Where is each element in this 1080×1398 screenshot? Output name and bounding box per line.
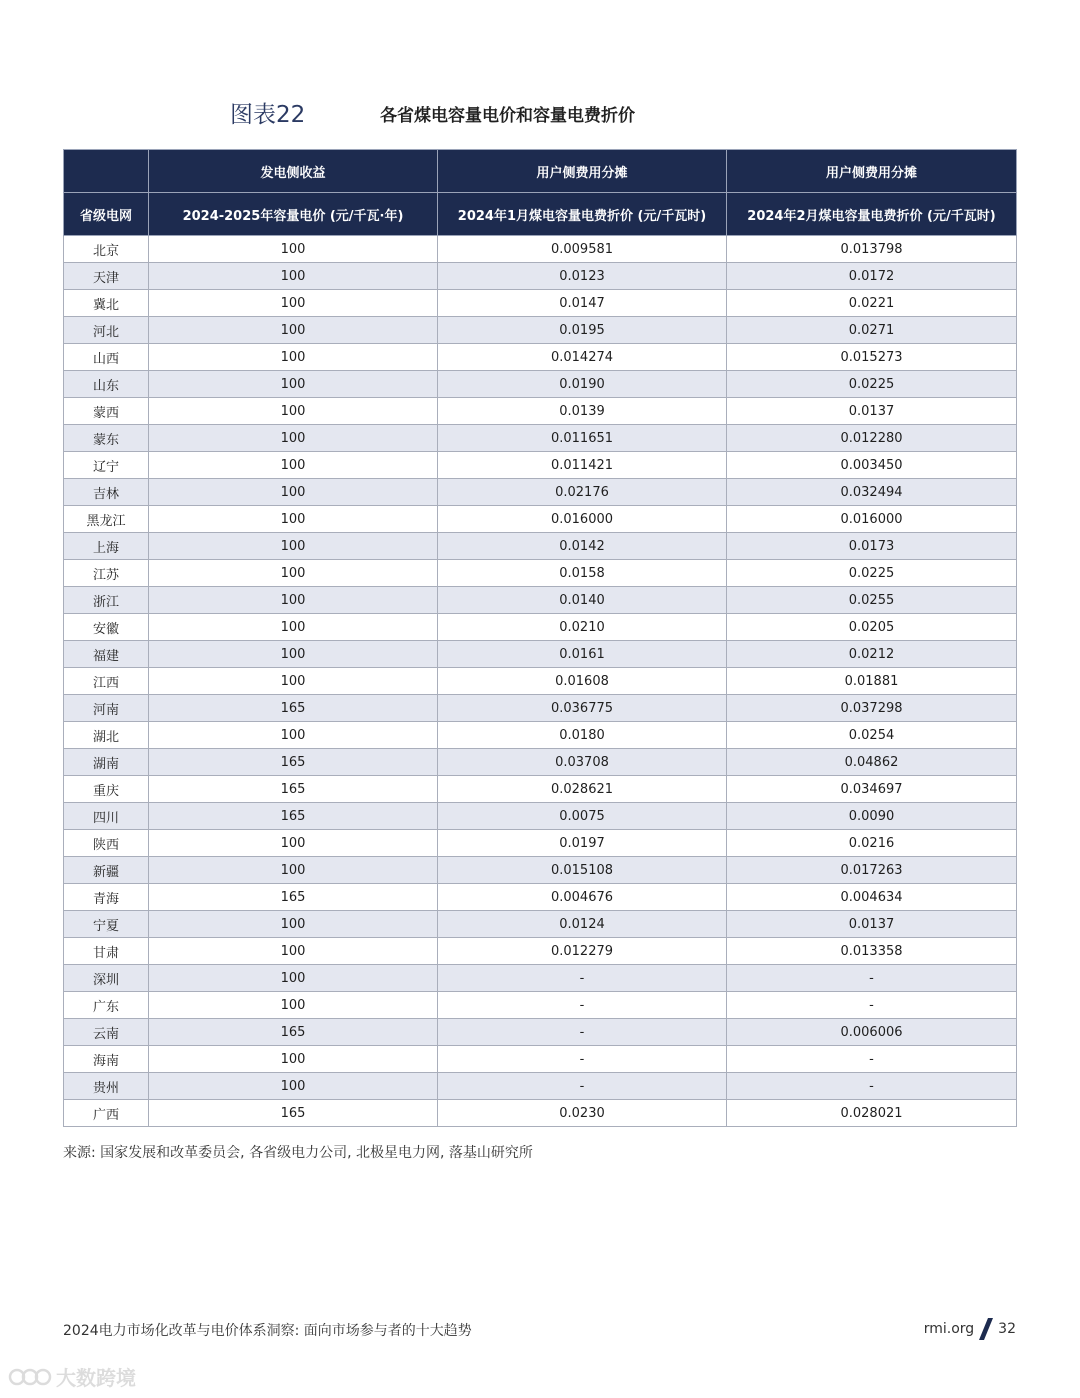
footer-site[interactable]: rmi.org: [923, 1321, 975, 1337]
cell-feb-discount: 0.0254: [727, 722, 1017, 749]
cell-jan-discount: 0.02176: [438, 479, 727, 506]
cell-grid: 北京: [64, 236, 149, 263]
cell-jan-discount: 0.0230: [438, 1100, 727, 1127]
cell-capacity-price: 100: [149, 560, 438, 587]
cell-grid: 广东: [64, 992, 149, 1019]
cell-feb-discount: 0.013358: [727, 938, 1017, 965]
cell-jan-discount: 0.012279: [438, 938, 727, 965]
cell-feb-discount: 0.004634: [727, 884, 1017, 911]
cell-grid: 江西: [64, 668, 149, 695]
table-row: [64, 1046, 1017, 1073]
cell-feb-discount: 0.017263: [727, 857, 1017, 884]
cell-capacity-price: 100: [149, 398, 438, 425]
watermark: [8, 1362, 136, 1391]
cell-capacity-price: 100: [149, 668, 438, 695]
cell-capacity-price: 100: [149, 992, 438, 1019]
cell-feb-discount: 0.0173: [727, 533, 1017, 560]
cell-feb-discount: 0.0255: [727, 587, 1017, 614]
cell-jan-discount: -: [438, 992, 727, 1019]
table-row: [64, 398, 1017, 425]
cell-feb-discount: 0.0137: [727, 911, 1017, 938]
cell-capacity-price: 100: [149, 1073, 438, 1100]
cell-grid: 湖北: [64, 722, 149, 749]
table-row: [64, 884, 1017, 911]
cell-capacity-price: 100: [149, 452, 438, 479]
cell-capacity-price: 100: [149, 965, 438, 992]
cell-feb-discount: 0.0271: [727, 317, 1017, 344]
cell-feb-discount: 0.0221: [727, 290, 1017, 317]
cell-capacity-price: 100: [149, 506, 438, 533]
footer-right: [924, 1318, 1016, 1340]
cell-jan-discount: 0.011651: [438, 425, 727, 452]
cell-jan-discount: 0.0190: [438, 371, 727, 398]
table-row: [64, 722, 1017, 749]
group-header-blank: [64, 150, 149, 193]
cell-jan-discount: 0.01608: [438, 668, 727, 695]
cell-jan-discount: 0.0197: [438, 830, 727, 857]
cell-capacity-price: 165: [149, 749, 438, 776]
table-body: [64, 236, 1017, 1127]
table-row: [64, 236, 1017, 263]
table-row: [64, 668, 1017, 695]
table-row: [64, 371, 1017, 398]
watermark-logo-icon: [8, 1366, 52, 1388]
cell-feb-discount: 0.016000: [727, 506, 1017, 533]
cell-grid: 河南: [64, 695, 149, 722]
table-row: [64, 1073, 1017, 1100]
cell-capacity-price: 100: [149, 911, 438, 938]
cell-capacity-price: 100: [149, 263, 438, 290]
cell-grid: 贵州: [64, 1073, 149, 1100]
cell-jan-discount: 0.0161: [438, 641, 727, 668]
table-row: [64, 749, 1017, 776]
table-row: [64, 776, 1017, 803]
table-row: [64, 803, 1017, 830]
cell-feb-discount: -: [727, 1073, 1017, 1100]
table-row: [64, 290, 1017, 317]
cell-jan-discount: 0.0158: [438, 560, 727, 587]
table-row: [64, 614, 1017, 641]
group-header-generation: 发电侧收益: [149, 150, 438, 193]
cell-feb-discount: 0.0225: [727, 560, 1017, 587]
cell-feb-discount: 0.01881: [727, 668, 1017, 695]
table-row: [64, 830, 1017, 857]
cell-capacity-price: 100: [149, 938, 438, 965]
table-row: [64, 506, 1017, 533]
cell-grid: 云南: [64, 1019, 149, 1046]
cell-grid: 甘肃: [64, 938, 149, 965]
cell-grid: 天津: [64, 263, 149, 290]
table-row: [64, 857, 1017, 884]
cell-grid: 蒙西: [64, 398, 149, 425]
cell-grid: 江苏: [64, 560, 149, 587]
cell-capacity-price: 165: [149, 803, 438, 830]
cell-feb-discount: 0.012280: [727, 425, 1017, 452]
cell-grid: 广西: [64, 1100, 149, 1127]
table-row: [64, 533, 1017, 560]
table-row: [64, 965, 1017, 992]
cell-grid: 黑龙江: [64, 506, 149, 533]
cell-jan-discount: -: [438, 1046, 727, 1073]
table-row: [64, 263, 1017, 290]
cell-grid: 冀北: [64, 290, 149, 317]
cell-feb-discount: 0.0212: [727, 641, 1017, 668]
cell-grid: 上海: [64, 533, 149, 560]
cell-feb-discount: 0.0090: [727, 803, 1017, 830]
cell-grid: 深圳: [64, 965, 149, 992]
cell-capacity-price: 100: [149, 1046, 438, 1073]
cell-jan-discount: 0.004676: [438, 884, 727, 911]
cell-feb-discount: 0.0137: [727, 398, 1017, 425]
cell-feb-discount: 0.006006: [727, 1019, 1017, 1046]
cell-grid: 宁夏: [64, 911, 149, 938]
cell-jan-discount: 0.03708: [438, 749, 727, 776]
cell-feb-discount: 0.034697: [727, 776, 1017, 803]
footer-report-title: 2024电力市场化改革与电价体系洞察: 面向市场参与者的十大趋势: [63, 1323, 472, 1339]
cell-feb-discount: 0.003450: [727, 452, 1017, 479]
capacity-price-table: [63, 149, 1017, 1127]
cell-capacity-price: 165: [149, 1019, 438, 1046]
table-row: [64, 1019, 1017, 1046]
figure-title: 各省煤电容量电价和容量电费折价: [380, 106, 635, 126]
table-row: [64, 317, 1017, 344]
group-header-user-feb: 用户侧费用分摊: [727, 150, 1017, 193]
cell-jan-discount: 0.009581: [438, 236, 727, 263]
cell-grid: 山东: [64, 371, 149, 398]
cell-capacity-price: 165: [149, 1100, 438, 1127]
cell-feb-discount: 0.04862: [727, 749, 1017, 776]
cell-feb-discount: 0.0216: [727, 830, 1017, 857]
cell-jan-discount: -: [438, 965, 727, 992]
cell-capacity-price: 100: [149, 236, 438, 263]
cell-jan-discount: 0.0123: [438, 263, 727, 290]
table-row: [64, 992, 1017, 1019]
cell-capacity-price: 165: [149, 776, 438, 803]
page-number: 32: [998, 1321, 1016, 1337]
column-header-row: [64, 193, 1017, 236]
column-header-grid: 省级电网: [64, 193, 149, 236]
cell-jan-discount: 0.0124: [438, 911, 727, 938]
cell-jan-discount: 0.036775: [438, 695, 727, 722]
column-header-feb-discount: 2024年2月煤电容量电费折价 (元/千瓦时): [727, 193, 1017, 236]
cell-capacity-price: 100: [149, 614, 438, 641]
cell-feb-discount: 0.0225: [727, 371, 1017, 398]
cell-capacity-price: 100: [149, 587, 438, 614]
cell-jan-discount: 0.016000: [438, 506, 727, 533]
cell-grid: 山西: [64, 344, 149, 371]
cell-jan-discount: 0.0195: [438, 317, 727, 344]
cell-jan-discount: 0.0140: [438, 587, 727, 614]
cell-capacity-price: 165: [149, 884, 438, 911]
cell-grid: 蒙东: [64, 425, 149, 452]
table-row: [64, 695, 1017, 722]
cell-capacity-price: 100: [149, 425, 438, 452]
cell-jan-discount: 0.0142: [438, 533, 727, 560]
cell-feb-discount: 0.015273: [727, 344, 1017, 371]
cell-capacity-price: 165: [149, 695, 438, 722]
cell-grid: 海南: [64, 1046, 149, 1073]
table-row: [64, 560, 1017, 587]
cell-jan-discount: 0.014274: [438, 344, 727, 371]
cell-capacity-price: 100: [149, 722, 438, 749]
cell-grid: 辽宁: [64, 452, 149, 479]
cell-jan-discount: -: [438, 1073, 727, 1100]
cell-grid: 浙江: [64, 587, 149, 614]
table-row: [64, 452, 1017, 479]
column-header-jan-discount: 2024年1月煤电容量电费折价 (元/千瓦时): [438, 193, 727, 236]
cell-feb-discount: -: [727, 965, 1017, 992]
table-row: [64, 344, 1017, 371]
cell-capacity-price: 100: [149, 344, 438, 371]
cell-feb-discount: 0.037298: [727, 695, 1017, 722]
cell-capacity-price: 100: [149, 290, 438, 317]
column-header-capacity-price: 2024-2025年容量电价 (元/千瓦·年): [149, 193, 438, 236]
source-note: 来源: 国家发展和改革委员会, 各省级电力公司, 北极星电力网, 落基山研究所: [63, 1145, 533, 1161]
table-row: [64, 938, 1017, 965]
group-header-user-jan: 用户侧费用分摊: [438, 150, 727, 193]
group-header-row: [64, 150, 1017, 193]
cell-grid: 新疆: [64, 857, 149, 884]
cell-jan-discount: 0.0139: [438, 398, 727, 425]
cell-capacity-price: 100: [149, 371, 438, 398]
cell-feb-discount: 0.013798: [727, 236, 1017, 263]
watermark-text: 大数跨境: [56, 1366, 136, 1390]
table-row: [64, 479, 1017, 506]
table-row: [64, 425, 1017, 452]
slash-icon: [979, 1318, 993, 1340]
cell-jan-discount: 0.0210: [438, 614, 727, 641]
cell-capacity-price: 100: [149, 830, 438, 857]
cell-jan-discount: 0.028621: [438, 776, 727, 803]
cell-capacity-price: 100: [149, 317, 438, 344]
cell-grid: 青海: [64, 884, 149, 911]
cell-grid: 湖南: [64, 749, 149, 776]
cell-jan-discount: 0.0147: [438, 290, 727, 317]
cell-jan-discount: 0.015108: [438, 857, 727, 884]
cell-grid: 重庆: [64, 776, 149, 803]
cell-feb-discount: 0.028021: [727, 1100, 1017, 1127]
cell-capacity-price: 100: [149, 479, 438, 506]
cell-feb-discount: 0.0205: [727, 614, 1017, 641]
cell-feb-discount: 0.0172: [727, 263, 1017, 290]
cell-capacity-price: 100: [149, 857, 438, 884]
cell-grid: 福建: [64, 641, 149, 668]
cell-grid: 吉林: [64, 479, 149, 506]
table-row: [64, 587, 1017, 614]
table-row: [64, 911, 1017, 938]
cell-jan-discount: -: [438, 1019, 727, 1046]
cell-jan-discount: 0.011421: [438, 452, 727, 479]
cell-grid: 四川: [64, 803, 149, 830]
cell-jan-discount: 0.0180: [438, 722, 727, 749]
cell-jan-discount: 0.0075: [438, 803, 727, 830]
cell-feb-discount: 0.032494: [727, 479, 1017, 506]
figure-label: 图表22: [230, 102, 306, 128]
cell-capacity-price: 100: [149, 641, 438, 668]
table-row: [64, 1100, 1017, 1127]
cell-grid: 陕西: [64, 830, 149, 857]
cell-grid: 河北: [64, 317, 149, 344]
cell-feb-discount: -: [727, 1046, 1017, 1073]
cell-capacity-price: 100: [149, 533, 438, 560]
cell-feb-discount: -: [727, 992, 1017, 1019]
table-row: [64, 641, 1017, 668]
cell-grid: 安徽: [64, 614, 149, 641]
